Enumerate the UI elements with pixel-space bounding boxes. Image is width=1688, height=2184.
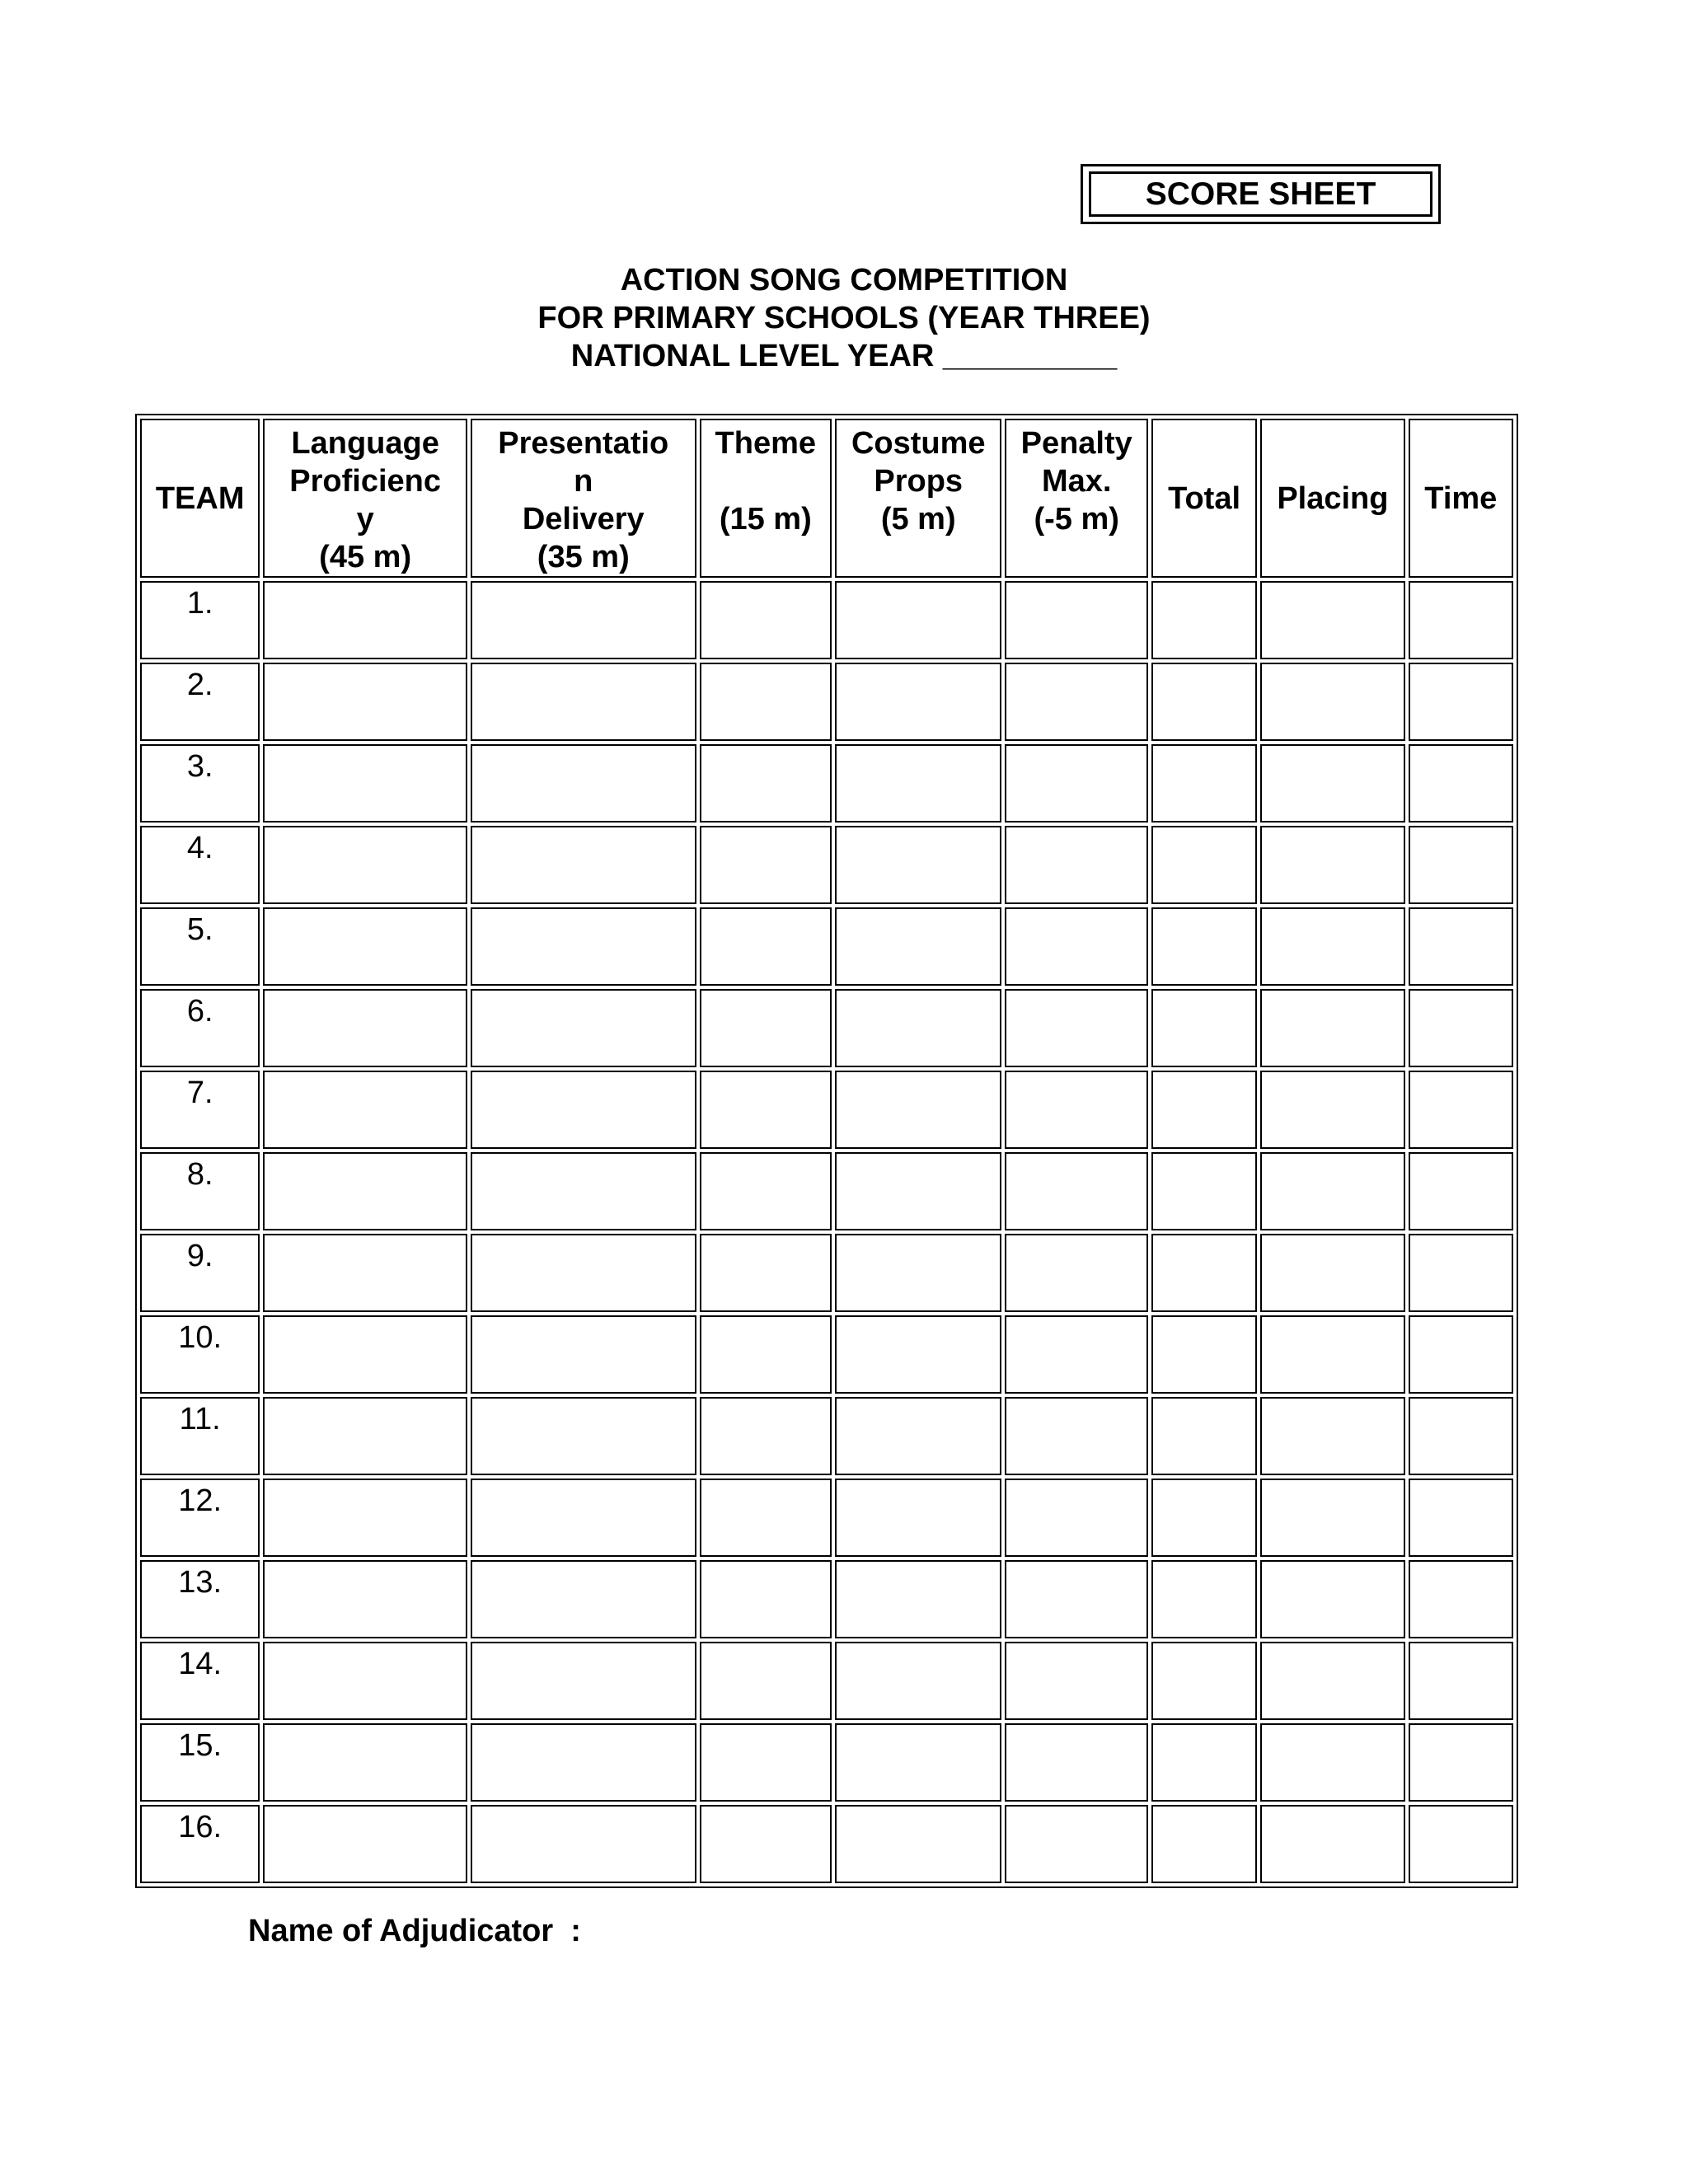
document-heading bbox=[0, 261, 1688, 375]
costume-props-cell[interactable] bbox=[835, 1071, 1001, 1149]
table-row bbox=[140, 1479, 1513, 1557]
penalty-cell[interactable] bbox=[1005, 1152, 1147, 1230]
theme-cell[interactable] bbox=[700, 1071, 832, 1149]
penalty-cell[interactable] bbox=[1005, 1315, 1147, 1394]
time-cell[interactable] bbox=[1409, 1071, 1513, 1149]
team-number: 1. bbox=[140, 581, 260, 659]
placing-cell[interactable] bbox=[1260, 581, 1404, 659]
language-proficiency-cell[interactable] bbox=[263, 581, 467, 659]
penalty-cell[interactable] bbox=[1005, 1234, 1147, 1312]
presentation-delivery-cell[interactable] bbox=[471, 1560, 696, 1638]
total-cell[interactable] bbox=[1151, 581, 1257, 659]
total-cell[interactable] bbox=[1151, 1723, 1257, 1802]
theme-cell[interactable] bbox=[700, 744, 832, 823]
total-header bbox=[1151, 419, 1257, 578]
header-line: Time bbox=[1424, 480, 1498, 516]
adjudicator-label: Name of Adjudicator : bbox=[248, 1914, 581, 1948]
time-cell[interactable] bbox=[1409, 989, 1513, 1067]
team-number: 11. bbox=[140, 1397, 260, 1475]
total-cell[interactable] bbox=[1151, 1234, 1257, 1312]
presentation-delivery-cell[interactable] bbox=[471, 1479, 696, 1557]
theme-cell[interactable] bbox=[700, 581, 832, 659]
table-row bbox=[140, 989, 1513, 1067]
language-proficiency-cell[interactable] bbox=[263, 1315, 467, 1394]
language-proficiency-cell[interactable] bbox=[263, 1397, 467, 1475]
header-line: Placing bbox=[1277, 480, 1389, 516]
language-proficiency-header bbox=[263, 419, 467, 578]
placing-cell[interactable] bbox=[1260, 1152, 1404, 1230]
language-proficiency-cell[interactable] bbox=[263, 1723, 467, 1802]
placing-cell[interactable] bbox=[1260, 1315, 1404, 1394]
header-line: n bbox=[574, 464, 593, 499]
header-line bbox=[701, 462, 830, 500]
header-line: Penalty bbox=[1020, 426, 1132, 461]
presentation-delivery-cell[interactable] bbox=[471, 744, 696, 823]
language-proficiency-cell[interactable] bbox=[263, 1234, 467, 1312]
costume-props-cell[interactable] bbox=[835, 1152, 1001, 1230]
placing-cell[interactable] bbox=[1260, 989, 1404, 1067]
team-number: 4. bbox=[140, 826, 260, 904]
penalty-cell[interactable] bbox=[1005, 1805, 1147, 1883]
language-proficiency-cell[interactable] bbox=[263, 907, 467, 986]
heading-line-2: FOR PRIMARY SCHOOLS (YEAR THREE) bbox=[537, 301, 1151, 335]
header-line: Costume bbox=[851, 426, 986, 461]
team-number: 15. bbox=[140, 1723, 260, 1802]
language-proficiency-cell[interactable] bbox=[263, 744, 467, 823]
costume-props-cell[interactable] bbox=[835, 1723, 1001, 1802]
time-cell[interactable] bbox=[1409, 1397, 1513, 1475]
time-cell[interactable] bbox=[1409, 1723, 1513, 1802]
penalty-cell[interactable] bbox=[1005, 1479, 1147, 1557]
presentation-delivery-cell[interactable] bbox=[471, 826, 696, 904]
costume-props-cell[interactable] bbox=[835, 1560, 1001, 1638]
team-number: 16. bbox=[140, 1805, 260, 1883]
penalty-cell[interactable] bbox=[1005, 1723, 1147, 1802]
team-number: 9. bbox=[140, 1234, 260, 1312]
theme-cell[interactable] bbox=[700, 1805, 832, 1883]
penalty-cell[interactable] bbox=[1005, 1071, 1147, 1149]
placing-header bbox=[1260, 419, 1404, 578]
total-cell[interactable] bbox=[1151, 1642, 1257, 1720]
header-line: Props bbox=[874, 464, 964, 499]
header-line: Total bbox=[1168, 480, 1241, 516]
table-header-row bbox=[140, 419, 1513, 578]
costume-props-cell[interactable] bbox=[835, 1397, 1001, 1475]
placing-cell[interactable] bbox=[1260, 663, 1404, 741]
table-row bbox=[140, 744, 1513, 823]
table-row bbox=[140, 581, 1513, 659]
theme-cell[interactable] bbox=[700, 826, 832, 904]
header-line: Presentatio bbox=[498, 426, 669, 461]
time-cell[interactable] bbox=[1409, 1642, 1513, 1720]
team-header bbox=[140, 419, 260, 578]
table-row bbox=[140, 1805, 1513, 1883]
table-row bbox=[140, 1560, 1513, 1638]
team-number: 10. bbox=[140, 1315, 260, 1394]
penalty-cell[interactable] bbox=[1005, 581, 1147, 659]
presentation-delivery-cell[interactable] bbox=[471, 1805, 696, 1883]
time-cell[interactable] bbox=[1409, 581, 1513, 659]
table-row bbox=[140, 826, 1513, 904]
theme-cell[interactable] bbox=[700, 1479, 832, 1557]
costume-props-cell[interactable] bbox=[835, 1805, 1001, 1883]
presentation-delivery-cell[interactable] bbox=[471, 1234, 696, 1312]
costume-props-cell[interactable] bbox=[835, 989, 1001, 1067]
language-proficiency-cell[interactable] bbox=[263, 989, 467, 1067]
score-table bbox=[135, 414, 1518, 1888]
penalty-header bbox=[1005, 419, 1147, 578]
placing-cell[interactable] bbox=[1260, 1479, 1404, 1557]
theme-cell[interactable] bbox=[700, 989, 832, 1067]
header-line: TEAM bbox=[155, 480, 245, 516]
heading-line-1: ACTION SONG COMPETITION bbox=[620, 263, 1068, 298]
theme-cell[interactable] bbox=[700, 1723, 832, 1802]
presentation-delivery-cell[interactable] bbox=[471, 581, 696, 659]
header-line: (-5 m) bbox=[1034, 502, 1119, 537]
total-cell[interactable] bbox=[1151, 1397, 1257, 1475]
header-line: Theme bbox=[715, 426, 817, 461]
presentation-delivery-cell[interactable] bbox=[471, 1642, 696, 1720]
language-proficiency-cell[interactable] bbox=[263, 1479, 467, 1557]
total-cell[interactable] bbox=[1151, 826, 1257, 904]
costume-props-cell[interactable] bbox=[835, 826, 1001, 904]
header-line: (35 m) bbox=[537, 540, 630, 574]
placing-cell[interactable] bbox=[1260, 744, 1404, 823]
language-proficiency-cell[interactable] bbox=[263, 663, 467, 741]
placing-cell[interactable] bbox=[1260, 1071, 1404, 1149]
theme-cell[interactable] bbox=[700, 1397, 832, 1475]
language-proficiency-cell[interactable] bbox=[263, 1805, 467, 1883]
table-row bbox=[140, 1315, 1513, 1394]
theme-cell[interactable] bbox=[700, 1560, 832, 1638]
presentation-delivery-cell[interactable] bbox=[471, 907, 696, 986]
score-sheet-badge bbox=[1081, 164, 1441, 224]
total-cell[interactable] bbox=[1151, 1315, 1257, 1394]
penalty-cell[interactable] bbox=[1005, 744, 1147, 823]
team-number: 12. bbox=[140, 1479, 260, 1557]
theme-cell[interactable] bbox=[700, 1234, 832, 1312]
time-cell[interactable] bbox=[1409, 744, 1513, 823]
placing-cell[interactable] bbox=[1260, 907, 1404, 986]
placing-cell[interactable] bbox=[1260, 826, 1404, 904]
theme-cell[interactable] bbox=[700, 907, 832, 986]
presentation-delivery-cell[interactable] bbox=[471, 1071, 696, 1149]
header-line: Proficienc bbox=[289, 464, 441, 499]
presentation-delivery-cell[interactable] bbox=[471, 1397, 696, 1475]
time-cell[interactable] bbox=[1409, 1805, 1513, 1883]
theme-cell[interactable] bbox=[700, 1642, 832, 1720]
table-row bbox=[140, 1723, 1513, 1802]
table-row bbox=[140, 907, 1513, 986]
language-proficiency-cell[interactable] bbox=[263, 1071, 467, 1149]
presentation-delivery-header bbox=[471, 419, 696, 578]
table-row bbox=[140, 1642, 1513, 1720]
table-row bbox=[140, 1152, 1513, 1230]
heading-line-3: NATIONAL LEVEL YEAR __________ bbox=[570, 339, 1118, 373]
time-header bbox=[1409, 419, 1513, 578]
theme-header bbox=[700, 419, 832, 578]
costume-props-cell[interactable] bbox=[835, 1479, 1001, 1557]
placing-cell[interactable] bbox=[1260, 1723, 1404, 1802]
total-cell[interactable] bbox=[1151, 1560, 1257, 1638]
penalty-cell[interactable] bbox=[1005, 1642, 1147, 1720]
time-cell[interactable] bbox=[1409, 1315, 1513, 1394]
table-row bbox=[140, 663, 1513, 741]
theme-cell[interactable] bbox=[700, 1315, 832, 1394]
table-body bbox=[140, 581, 1513, 1883]
table-row bbox=[140, 1071, 1513, 1149]
penalty-cell[interactable] bbox=[1005, 1397, 1147, 1475]
presentation-delivery-cell[interactable] bbox=[471, 1315, 696, 1394]
time-cell[interactable] bbox=[1409, 1479, 1513, 1557]
penalty-cell[interactable] bbox=[1005, 1560, 1147, 1638]
time-cell[interactable] bbox=[1409, 1234, 1513, 1312]
total-cell[interactable] bbox=[1151, 1805, 1257, 1883]
table-row bbox=[140, 1234, 1513, 1312]
total-cell[interactable] bbox=[1151, 1071, 1257, 1149]
costume-props-cell[interactable] bbox=[835, 663, 1001, 741]
total-cell[interactable] bbox=[1151, 989, 1257, 1067]
team-number: 14. bbox=[140, 1642, 260, 1720]
costume-props-cell[interactable] bbox=[835, 581, 1001, 659]
total-cell[interactable] bbox=[1151, 1479, 1257, 1557]
language-proficiency-cell[interactable] bbox=[263, 826, 467, 904]
table-row bbox=[140, 1397, 1513, 1475]
costume-props-cell[interactable] bbox=[835, 744, 1001, 823]
team-number: 8. bbox=[140, 1152, 260, 1230]
costume-props-cell[interactable] bbox=[835, 907, 1001, 986]
team-number: 3. bbox=[140, 744, 260, 823]
time-cell[interactable] bbox=[1409, 1560, 1513, 1638]
penalty-cell[interactable] bbox=[1005, 826, 1147, 904]
costume-props-header bbox=[835, 419, 1001, 578]
theme-cell[interactable] bbox=[700, 1152, 832, 1230]
presentation-delivery-cell[interactable] bbox=[471, 663, 696, 741]
placing-cell[interactable] bbox=[1260, 1234, 1404, 1312]
penalty-cell[interactable] bbox=[1005, 907, 1147, 986]
costume-props-cell[interactable] bbox=[835, 1642, 1001, 1720]
team-number: 7. bbox=[140, 1071, 260, 1149]
total-cell[interactable] bbox=[1151, 663, 1257, 741]
header-line: (15 m) bbox=[719, 502, 812, 537]
language-proficiency-cell[interactable] bbox=[263, 1560, 467, 1638]
time-cell[interactable] bbox=[1409, 907, 1513, 986]
presentation-delivery-cell[interactable] bbox=[471, 989, 696, 1067]
penalty-cell[interactable] bbox=[1005, 989, 1147, 1067]
total-cell[interactable] bbox=[1151, 744, 1257, 823]
penalty-cell[interactable] bbox=[1005, 663, 1147, 741]
language-proficiency-cell[interactable] bbox=[263, 1152, 467, 1230]
placing-cell[interactable] bbox=[1260, 1397, 1404, 1475]
total-cell[interactable] bbox=[1151, 907, 1257, 986]
team-number: 5. bbox=[140, 907, 260, 986]
placing-cell[interactable] bbox=[1260, 1805, 1404, 1883]
team-number: 6. bbox=[140, 989, 260, 1067]
team-number: 13. bbox=[140, 1560, 260, 1638]
placing-cell[interactable] bbox=[1260, 1560, 1404, 1638]
costume-props-cell[interactable] bbox=[835, 1315, 1001, 1394]
time-cell[interactable] bbox=[1409, 1152, 1513, 1230]
header-line: Delivery bbox=[522, 502, 645, 537]
header-line: y bbox=[356, 502, 374, 537]
presentation-delivery-cell[interactable] bbox=[471, 1723, 696, 1802]
header-line: (5 m) bbox=[880, 502, 956, 537]
placing-cell[interactable] bbox=[1260, 1642, 1404, 1720]
language-proficiency-cell[interactable] bbox=[263, 1642, 467, 1720]
time-cell[interactable] bbox=[1409, 826, 1513, 904]
total-cell[interactable] bbox=[1151, 1152, 1257, 1230]
presentation-delivery-cell[interactable] bbox=[471, 1152, 696, 1230]
header-line: Language bbox=[291, 426, 439, 461]
header-line: Max. bbox=[1041, 464, 1112, 499]
team-number: 2. bbox=[140, 663, 260, 741]
score-sheet-label: SCORE SHEET bbox=[1089, 171, 1432, 217]
costume-props-cell[interactable] bbox=[835, 1234, 1001, 1312]
header-line: (45 m) bbox=[319, 540, 412, 574]
theme-cell[interactable] bbox=[700, 663, 832, 741]
time-cell[interactable] bbox=[1409, 663, 1513, 741]
